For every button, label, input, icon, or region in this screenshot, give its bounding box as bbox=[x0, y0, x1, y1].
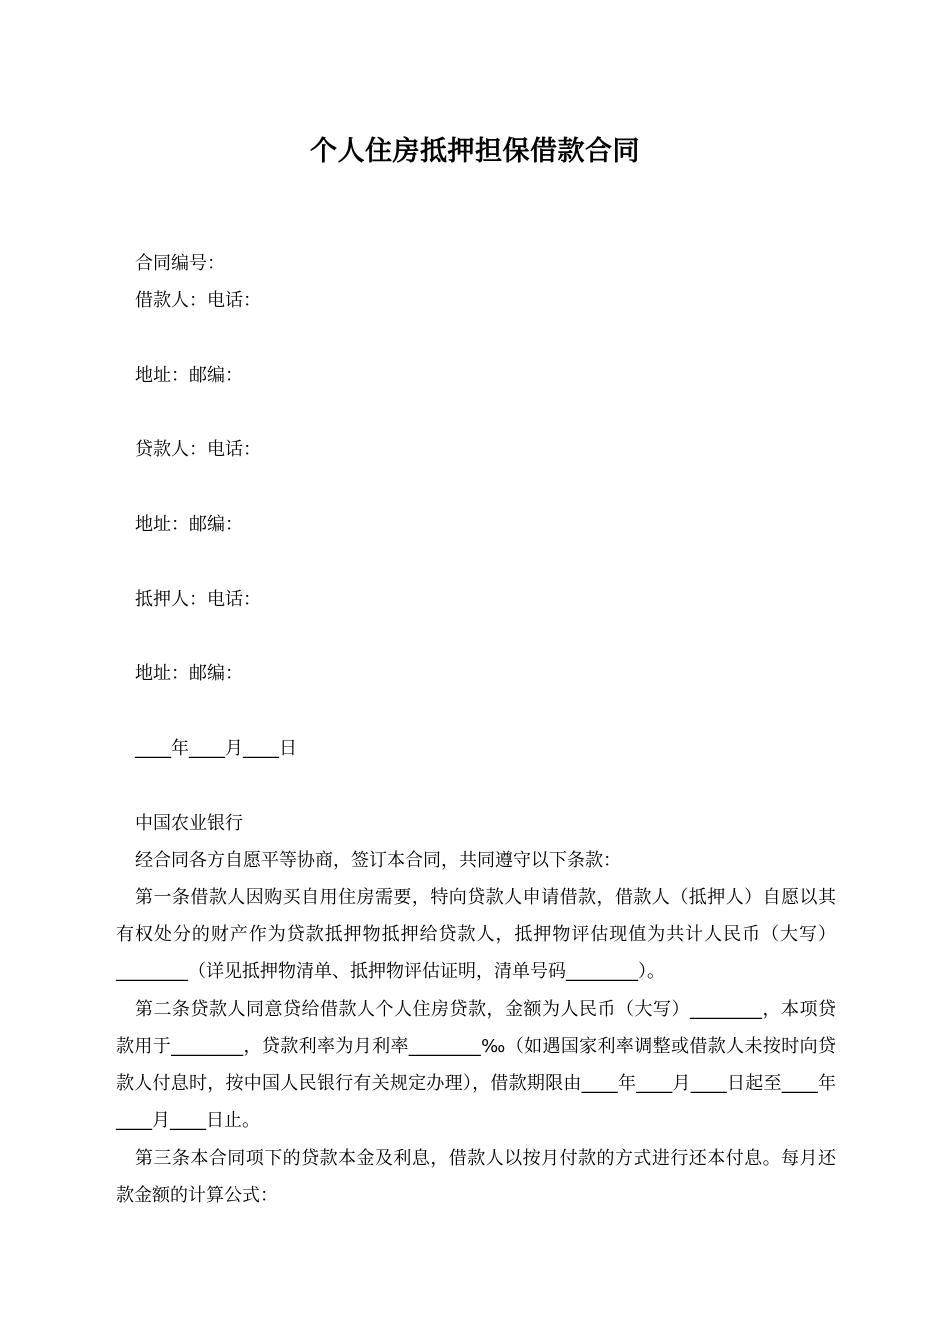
article-3: 第三条本合同项下的贷款本金及利息，借款人以按月付款的方式进行还本付息。每月还款金额的计算公式： bbox=[116, 1148, 836, 1206]
bank-name: 中国农业银行 bbox=[135, 813, 243, 834]
article-1: 第一条借款人因购买自用住房需要，特向贷款人申请借款，借款人（抵押人）自愿以其有权处分的财产作为贷款抵押物抵押给贷款人，抵押物评估现值为共计人民币（大写）________（详见抵押物清单、抵押物评估证明，清单号码________）。 bbox=[116, 887, 836, 982]
article-2: 第二条贷款人同意贷给借款人个人住房贷款，金额为人民币（大写）________，本项贷款用于________，贷款利率为月利率________‰（如遇国家利率调整或借款人未按时向贷款人付息时，按中国人民银行有关规定办理），借款期限由____年____月____日起至____年____月____日止。 bbox=[116, 999, 836, 1131]
borrower-address-line: 地址：邮编： bbox=[135, 365, 243, 386]
contract-number-label: 合同编号： bbox=[135, 253, 225, 274]
mortgagor-line: 抵押人：电话： bbox=[135, 589, 261, 610]
document-title: 个人住房抵押担保借款合同 bbox=[310, 136, 640, 167]
mortgagor-address-line: 地址：邮编： bbox=[135, 663, 243, 684]
lender-line: 贷款人：电话： bbox=[135, 439, 261, 460]
intro-paragraph: 经合同各方自愿平等协商，签订本合同，共同遵守以下条款： bbox=[135, 850, 621, 871]
date-line: ____年____月____日 bbox=[135, 738, 297, 759]
lender-address-line: 地址：邮编： bbox=[135, 514, 243, 535]
borrower-line: 借款人：电话： bbox=[135, 290, 261, 311]
